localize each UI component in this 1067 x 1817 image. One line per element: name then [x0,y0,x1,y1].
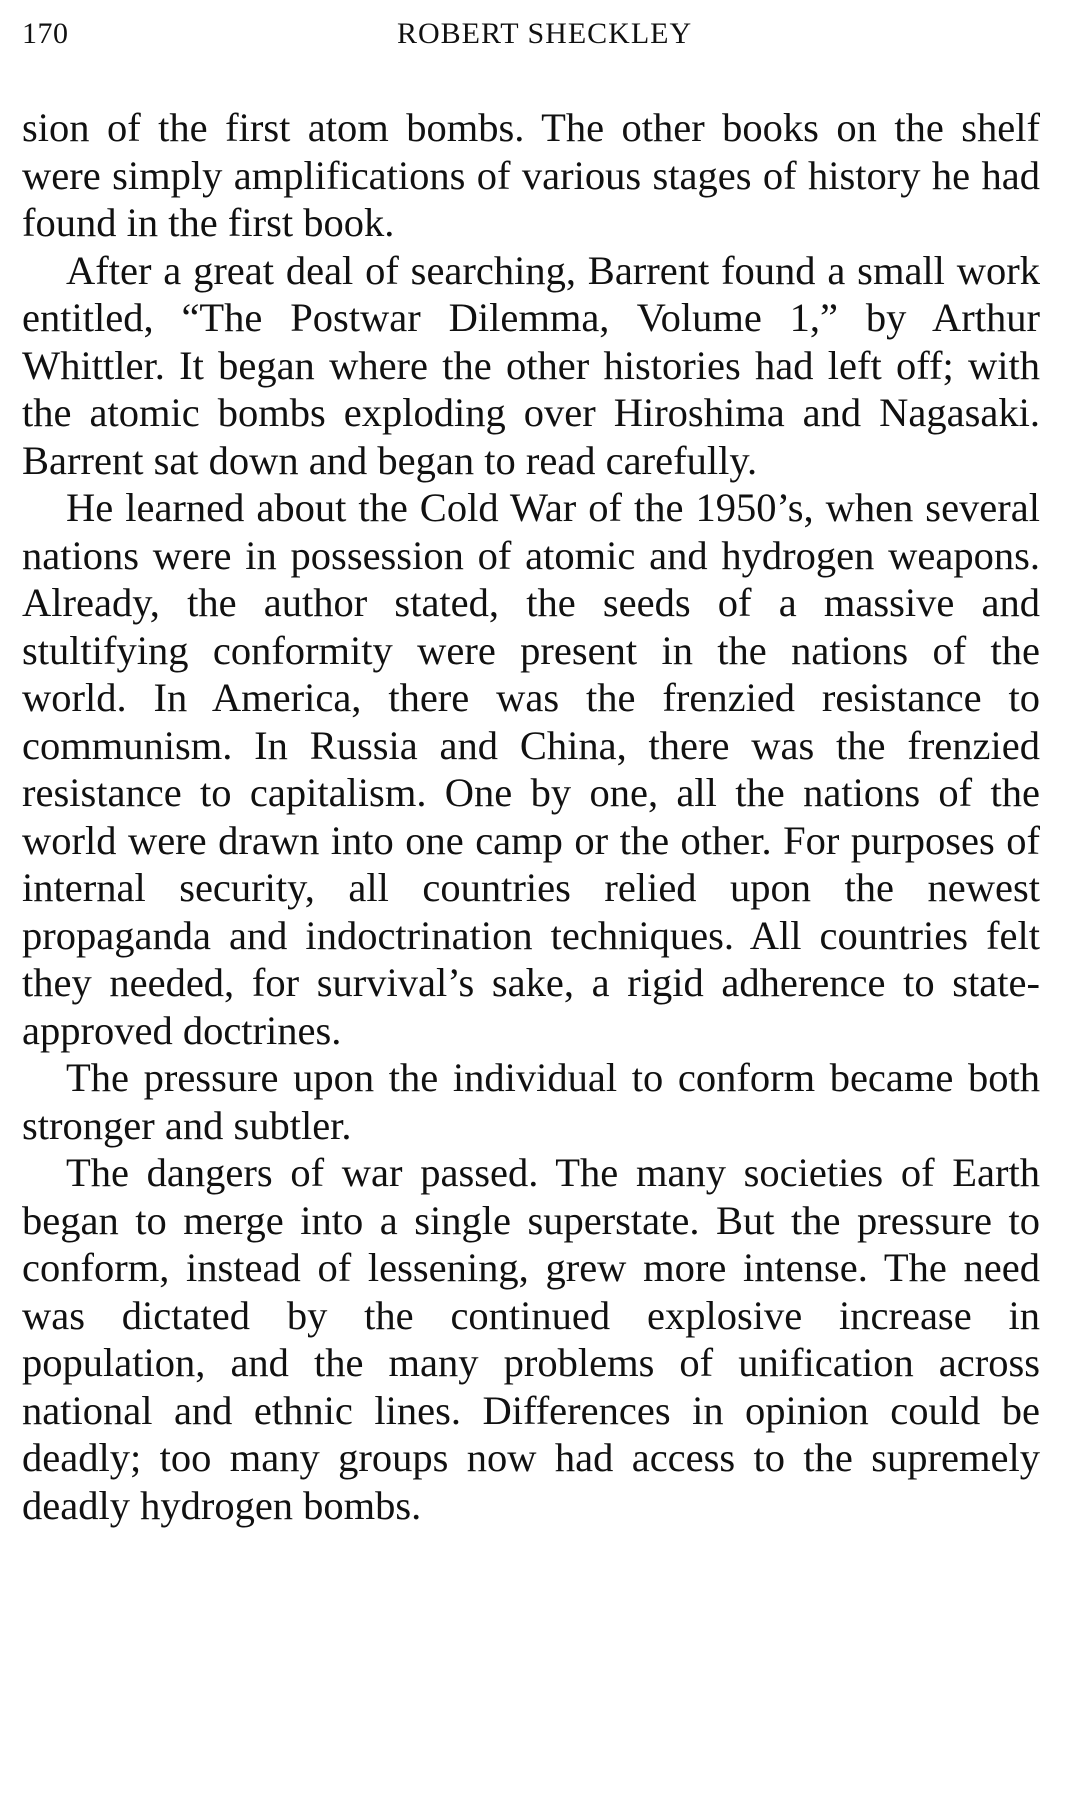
paragraph-5: The dangers of war passed. The many societies of Earth began to merge into a single superstate. But the pressure to conform, instead of lessening, grew more intense. The need was dictated by the continued explosive increase in population, and the many problems of unification across national and ethnic lines. Differences in opinion could be deadly; too many groups now had access to the supremely deadly hydrogen bombs. [22,1150,1040,1528]
paragraph-2: After a great deal of searching, Barrent found a small work entitled, “The Postwar Dilemma, Volume 1,” by Arthur Whittler. It began where the other histories had left off; with the atomic bombs exploding over Hiroshima and Nagasaki. Barrent sat down and began to read carefully. [22,247,1040,483]
paragraph-1: sion of the first atom bombs. The other books on the shelf were simply amplifications of various stages of history he had found in the first book. [22,105,1040,245]
page-number: 170 [22,17,69,50]
page-header [22,12,1040,68]
paragraph-3: He learned about the Cold War of the 1950’s, when several nations were in possession of atomic and hydrogen weapons. Already, the author stated, the seeds of a massive and stultifying conformity were present in the nations of the world. In America, there was the frenzied resistance to communism. In Russia and China, there was the frenzied resistance to capitalism. One by one, all the nations of the world were drawn into one camp or the other. For purposes of internal security, all countries relied upon the newest propaganda and indoctrination techniques. All countries felt they needed, for survival’s sake, a rigid adherence to state-approved doctrines. [22,485,1040,1053]
running-head: ROBERT SHECKLEY [397,17,693,50]
book-page [22,12,1040,1529]
body-text [22,104,1040,1529]
paragraph-4: The pressure upon the individual to conform became both stronger and subtler. [22,1055,1040,1148]
